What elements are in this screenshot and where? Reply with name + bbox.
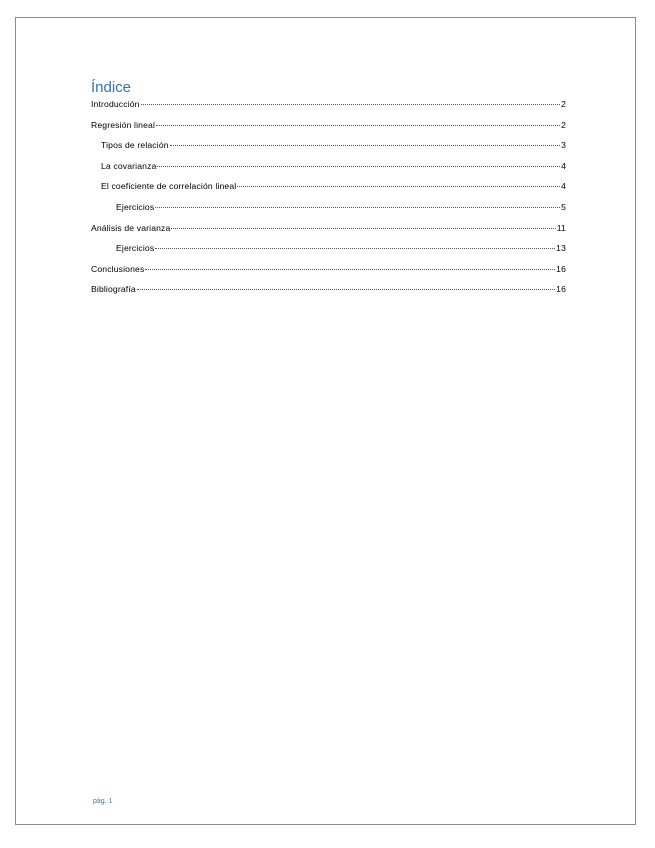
toc-entry-label: Bibliografía	[91, 284, 136, 295]
toc-entry-label: Ejercicios	[116, 243, 155, 254]
dot-leader	[145, 269, 555, 270]
toc-entry-label: Conclusiones	[91, 263, 145, 274]
dot-leader	[155, 248, 555, 249]
toc-entry-tipos-de-relacion[interactable]	[91, 139, 566, 160]
dot-leader	[237, 186, 560, 187]
dot-leader	[156, 125, 560, 126]
toc-entry-ejercicios-2[interactable]	[91, 242, 566, 263]
dot-leader	[141, 104, 560, 105]
toc-entry-page-number: 13	[556, 243, 566, 254]
toc-entry-label: Regresión lineal	[91, 119, 156, 130]
toc-entry-page-number: 4	[561, 160, 566, 171]
toc-entry-bibliografia[interactable]	[91, 283, 566, 304]
toc-entry-page-number: 2	[561, 119, 566, 130]
toc-entry-label: Análisis de varianza	[91, 222, 171, 233]
toc-entry-page-number: 5	[561, 201, 566, 212]
toc-entry-coeficiente-correlacion[interactable]	[91, 180, 566, 201]
toc-entry-page-number: 4	[561, 181, 566, 192]
dot-leader	[157, 166, 560, 167]
toc-entry-label: La covarianza	[101, 160, 157, 171]
document-page	[15, 17, 636, 825]
dot-leader	[137, 289, 555, 290]
toc-entry-label: Ejercicios	[116, 201, 155, 212]
footer-page-number: pág. 1	[93, 798, 113, 805]
toc-entry-label: Tipos de relación	[101, 140, 169, 151]
toc-entry-page-number: 3	[561, 140, 566, 151]
dot-leader	[155, 207, 560, 208]
toc-entry-page-number: 2	[561, 99, 566, 109]
toc-entry-regresion-lineal[interactable]	[91, 119, 566, 140]
dot-leader	[170, 145, 560, 146]
toc-entry-page-number: 16	[556, 263, 566, 274]
toc-entry-page-number: 16	[556, 284, 566, 295]
toc-entry-conclusiones[interactable]	[91, 263, 566, 284]
dot-leader	[171, 228, 555, 229]
toc-title: Índice	[91, 79, 132, 96]
toc-entry-ejercicios-1[interactable]	[91, 201, 566, 222]
toc-entry-page-number: 11	[556, 222, 566, 233]
toc-entry-label: Introducción	[91, 99, 140, 109]
toc-entry-la-covarianza[interactable]	[91, 160, 566, 181]
toc-entry-analisis-de-varianza[interactable]	[91, 222, 566, 243]
table-of-contents	[91, 98, 566, 304]
toc-entry-label: El coeficiente de correlación lineal	[101, 181, 237, 192]
toc-entry-introduccion[interactable]	[91, 98, 566, 119]
